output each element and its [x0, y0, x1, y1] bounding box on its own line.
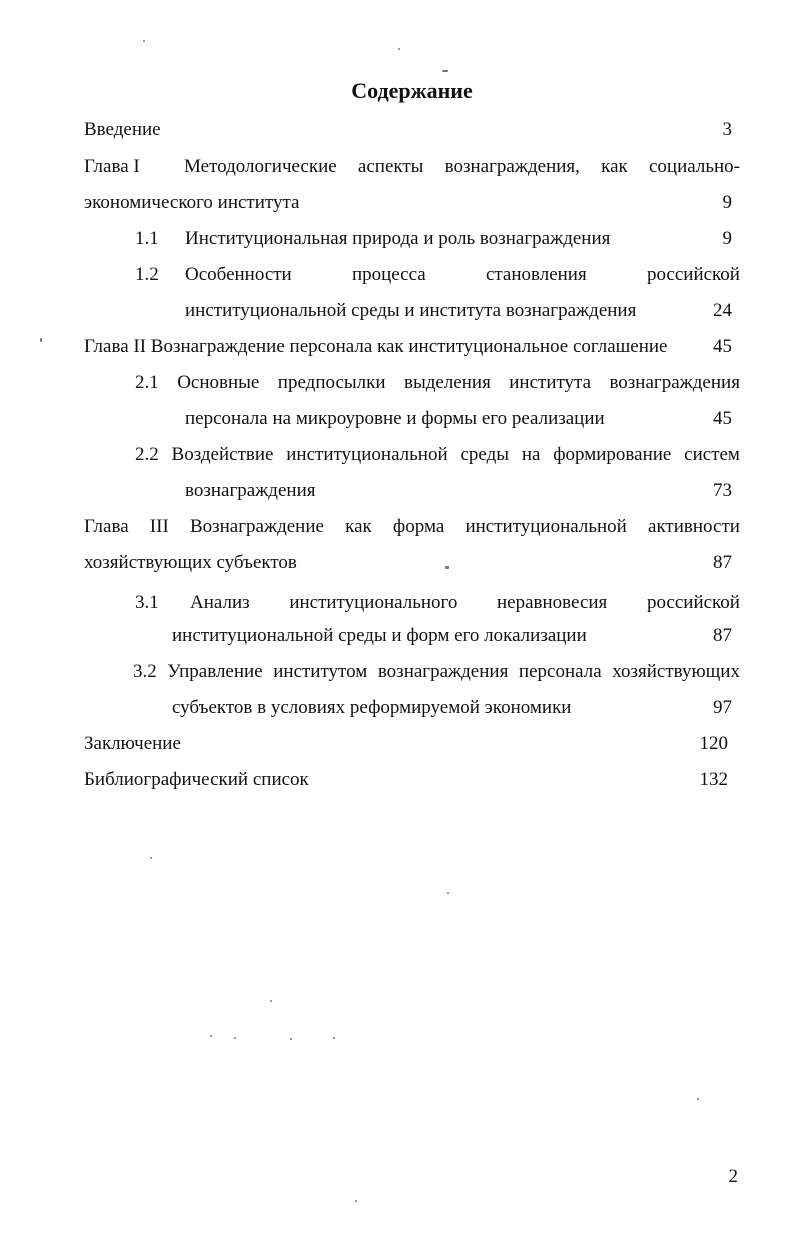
toc-word: Основные: [177, 372, 260, 393]
toc-s21-line1: [135, 369, 740, 397]
scan-speck: [40, 338, 42, 342]
toc-word: III: [149, 516, 169, 537]
toc-word: аспекты: [357, 156, 424, 177]
toc-s11-label: Институциональная природа и роль вознаграждения: [185, 228, 611, 249]
toc-s11-number: 1.1: [135, 228, 159, 249]
toc-word: на: [521, 444, 541, 465]
toc-s12-number: 1.2: [135, 264, 159, 285]
scan-speck: [143, 40, 145, 42]
toc-word: Глава: [84, 516, 129, 537]
toc-s12-page: 24: [713, 300, 732, 321]
toc-word: Воздействие: [171, 444, 274, 465]
scan-speck: [445, 566, 449, 569]
toc-ch1-title-line2: экономического института: [84, 192, 300, 213]
toc-word: институциональной: [465, 516, 627, 537]
toc-word: институтом: [273, 661, 368, 682]
scan-speck: [270, 1000, 272, 1002]
toc-word: Методологические: [184, 156, 337, 177]
toc-word: предпосылки: [277, 372, 386, 393]
scan-speck: [398, 48, 400, 50]
toc-word: форма: [392, 516, 445, 537]
toc-s32-line1: [133, 658, 740, 686]
scan-speck: [290, 1038, 292, 1040]
page-title: Содержание: [351, 78, 473, 103]
scan-speck: [697, 1098, 699, 1100]
toc-s32-page: 97: [713, 697, 732, 718]
toc-ch3-line1: [84, 513, 740, 541]
toc-word: российской: [646, 264, 740, 285]
scan-speck: [355, 1200, 357, 1202]
scan-speck: [442, 70, 448, 72]
toc-word: формирование: [553, 444, 672, 465]
toc-ch1-title-line1: [184, 153, 740, 181]
toc-word: вознаграждения,: [444, 156, 580, 177]
toc-s21-line2: персонала на микроуровне и формы его реализации: [185, 408, 605, 429]
scan-speck: [333, 1037, 335, 1039]
scan-speck: [150, 857, 152, 859]
toc-word: Анализ: [190, 592, 250, 613]
toc-s31-line1: [190, 589, 740, 617]
toc-s12-line1: [185, 261, 740, 289]
toc-ch3-page: 87: [713, 552, 732, 573]
toc-word: активности: [648, 516, 740, 537]
toc-word: Особенности: [185, 264, 292, 285]
toc-ch1-page: 9: [722, 192, 732, 213]
toc-conclusion-label: Заключение: [84, 733, 181, 754]
toc-word: среды: [460, 444, 510, 465]
toc-s31-page: 87: [713, 625, 732, 646]
toc-word: 3.2: [133, 661, 157, 682]
toc-s32-line2: субъектов в условиях реформируемой экономики: [172, 697, 572, 718]
toc-bibliography-page: 132: [699, 769, 728, 790]
toc-word: социально-: [648, 156, 740, 177]
toc-ch2-page: 45: [713, 336, 732, 357]
toc-word: становления: [485, 264, 587, 285]
toc-ch1-label: Глава I: [84, 156, 140, 177]
toc-s12-line2: институциональной среды и института вознаграждения: [185, 300, 637, 321]
toc-word: институциональной: [286, 444, 448, 465]
scan-speck: [234, 1037, 236, 1039]
toc-word: как: [345, 516, 372, 537]
toc-ch2-label: Глава II Вознаграждение персонала как институциональное соглашение: [84, 336, 668, 357]
scan-speck: [447, 892, 449, 894]
toc-word: персонала: [518, 661, 602, 682]
toc-bibliography-label: Библиографический список: [84, 769, 309, 790]
toc-conclusion-page: 120: [699, 733, 728, 754]
toc-word: российской: [646, 592, 740, 613]
toc-s31-number: 3.1: [135, 592, 159, 613]
toc-word: вознаграждения: [609, 372, 740, 393]
toc-word: вознаграждения: [377, 661, 509, 682]
toc-intro-page: 3: [722, 119, 732, 140]
toc-s21-page: 45: [713, 408, 732, 429]
page-number: 2: [728, 1166, 738, 1187]
toc-word: Вознаграждение: [189, 516, 324, 537]
toc-s22-line1: [135, 441, 740, 469]
toc-word: 2.1: [135, 372, 159, 393]
toc-word: как: [601, 156, 628, 177]
toc-word: выделения: [403, 372, 491, 393]
toc-s31-line2: институциональной среды и форм его локализации: [172, 625, 587, 646]
toc-word: хозяйствующих: [612, 661, 740, 682]
toc-word: процесса: [351, 264, 426, 285]
toc-s11-page: 9: [722, 228, 732, 249]
toc-s22-page: 73: [713, 480, 732, 501]
toc-word: Управление: [167, 661, 263, 682]
toc-word: неравновесия: [497, 592, 608, 613]
toc-word: систем: [684, 444, 740, 465]
scan-speck: [210, 1035, 212, 1037]
toc-word: института: [509, 372, 592, 393]
toc-ch3-line2: хозяйствующих субъектов: [84, 552, 297, 573]
toc-word: институционального: [289, 592, 458, 613]
toc-s22-line2: вознаграждения: [185, 480, 316, 501]
toc-word: 2.2: [135, 444, 159, 465]
toc-intro-label: Введение: [84, 119, 161, 140]
